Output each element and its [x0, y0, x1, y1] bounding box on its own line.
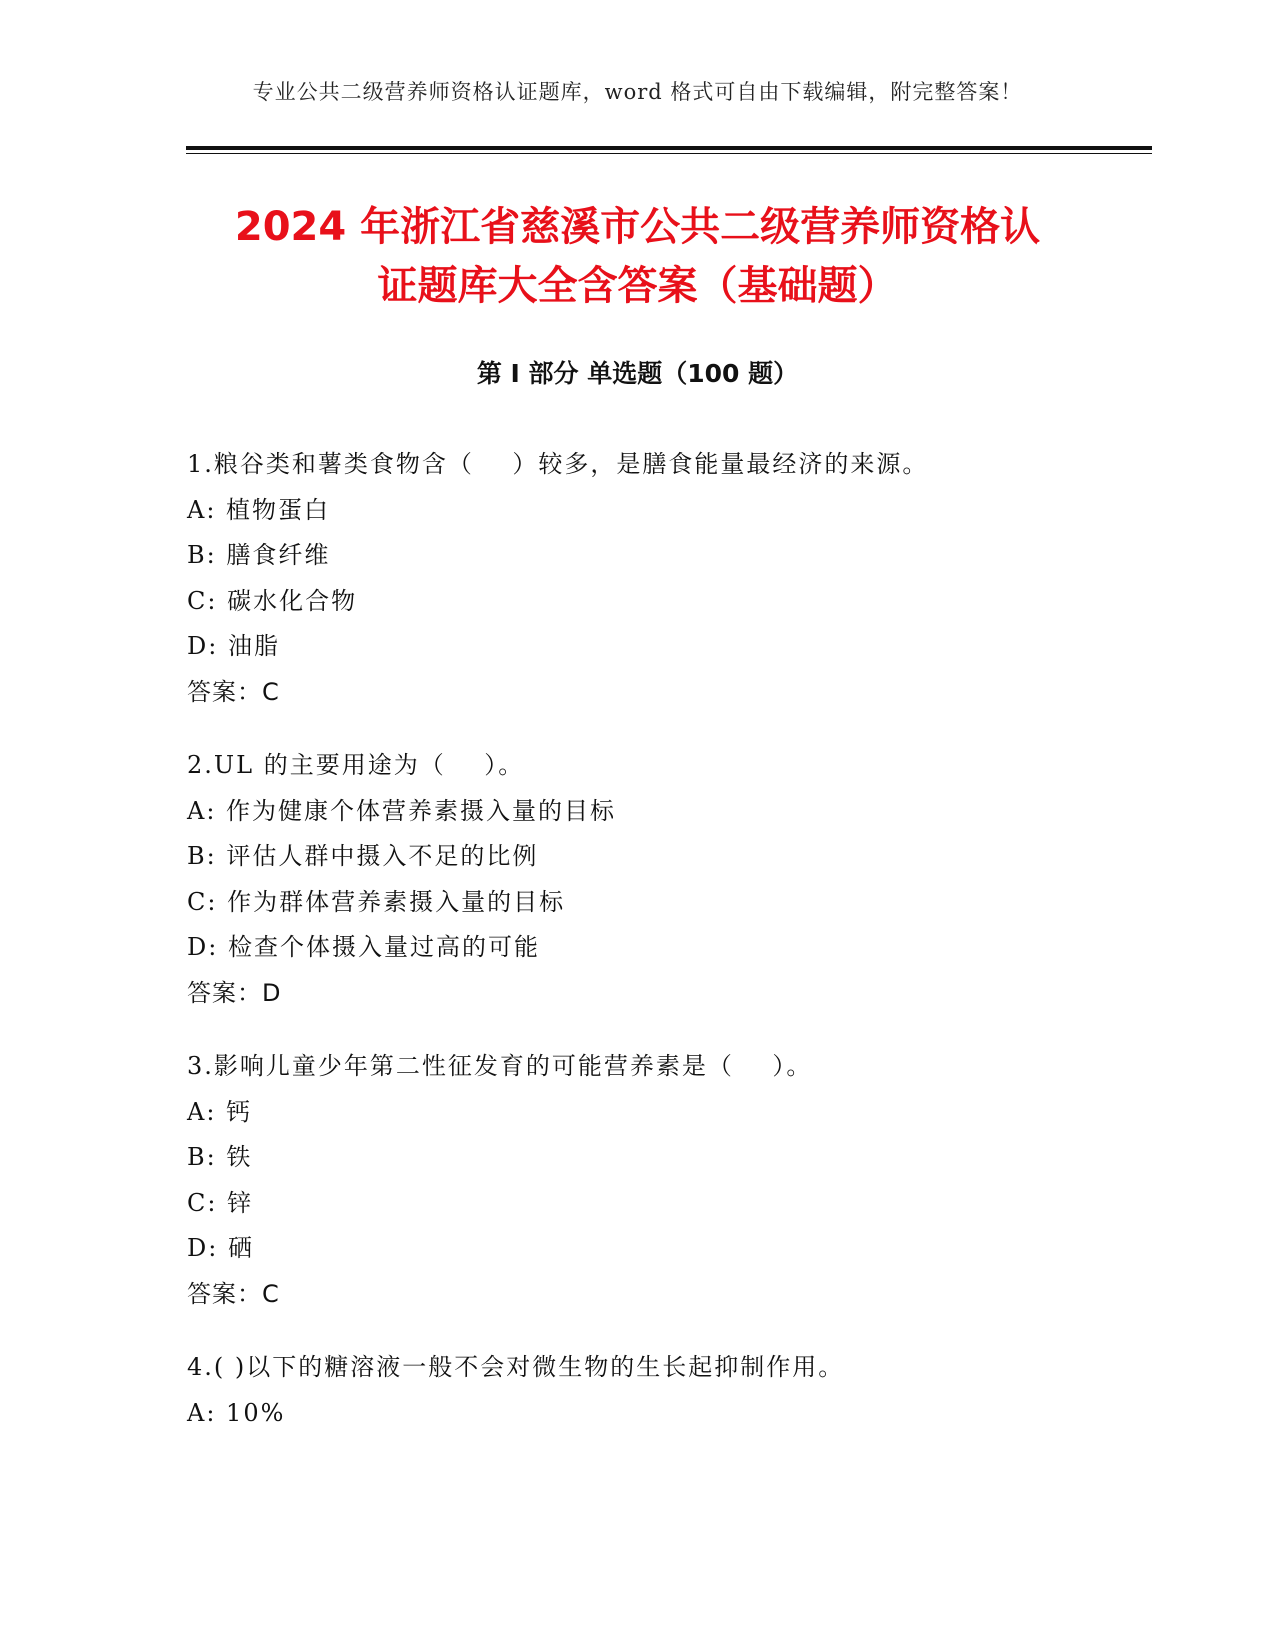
header-divider — [186, 146, 1152, 150]
option-b: B: 铁 — [187, 1143, 253, 1171]
header-divider-thin — [186, 153, 1152, 154]
option-b: B: 膳食纤维 — [187, 541, 331, 569]
document-title — [150, 198, 1125, 316]
option-d: D: 油脂 — [187, 632, 280, 660]
option-d: D: 检查个体摄入量过高的可能 — [187, 933, 540, 961]
section-title: 第 I 部分 单选题（100 题） — [476, 359, 799, 388]
question-3 — [187, 1044, 1147, 1317]
option-c: C: 锌 — [187, 1188, 254, 1217]
question-2 — [187, 743, 1147, 1016]
option-d: D: 硒 — [187, 1234, 254, 1262]
option-c: C: 作为群体营养素摄入量的目标 — [187, 887, 566, 916]
option-a: A: 钙 — [187, 1097, 253, 1126]
question-list — [187, 442, 1147, 1464]
option-b: B: 评估人群中摄入不足的比例 — [187, 842, 539, 870]
answer: 答案：C — [187, 1279, 280, 1308]
option-a: A: 作为健康个体营养素摄入量的目标 — [187, 796, 617, 825]
answer: 答案：D — [187, 978, 282, 1007]
option-c: C: 碳水化合物 — [187, 586, 358, 615]
document-title-line-2: 证题库大全含答案（基础题） — [377, 263, 898, 309]
question-stem: 1.粮谷类和薯类食物含（ ）较多，是膳食能量最经济的来源。 — [187, 450, 929, 478]
option-a: A: 植物蛋白 — [187, 495, 331, 524]
option-a: A: 10% — [187, 1398, 286, 1427]
question-4 — [187, 1345, 1147, 1436]
question-stem: 3.影响儿童少年第二性征发育的可能营养素是（ ）。 — [187, 1052, 813, 1080]
document-title-line-1: 2024 年浙江省慈溪市公共二级营养师资格认 — [234, 204, 1041, 250]
question-stem: 2.UL 的主要用途为（ ）。 — [187, 751, 525, 779]
question-stem: 4.( )以下的糖溶液一般不会对微生物的生长起抑制作用。 — [187, 1353, 845, 1381]
question-1 — [187, 442, 1147, 715]
answer: 答案：C — [187, 677, 280, 706]
header-note: 专业公共二级营养师资格认证题库，word 格式可自由下载编辑，附完整答案！ — [252, 80, 1023, 104]
